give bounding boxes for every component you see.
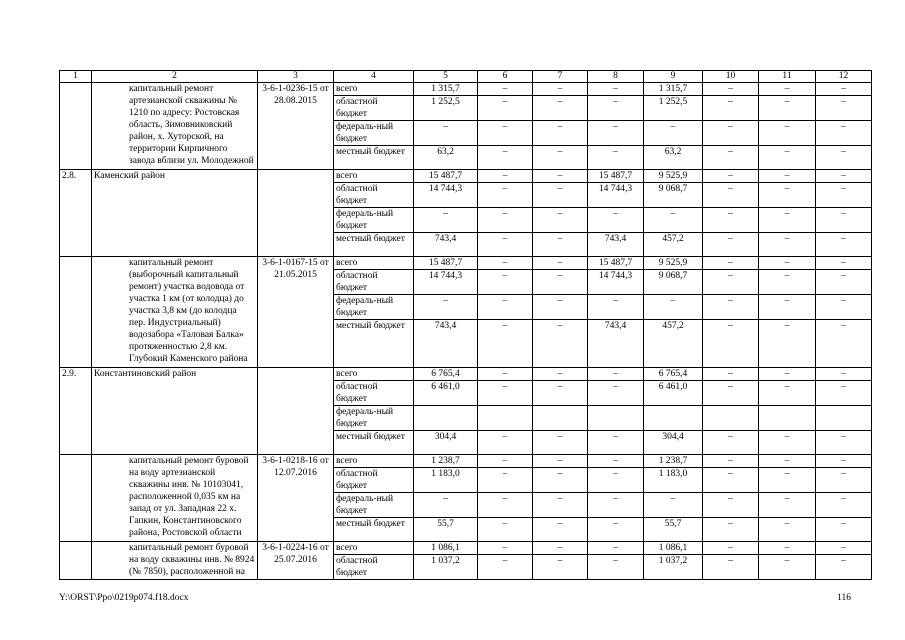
value-cell: 743,4 xyxy=(588,320,644,368)
value-cell: – xyxy=(414,121,478,146)
item-name-cell: Каменский район xyxy=(92,170,258,257)
row-number-cell xyxy=(60,455,92,542)
value-cell xyxy=(478,406,533,431)
value-cell: 14 744,3 xyxy=(414,270,478,295)
registry-code-cell xyxy=(258,368,334,455)
value-cell: 1 238,7 xyxy=(414,455,478,468)
item-name-cell: капитальный ремонт буровой на воду скважины инв. № 8924 (№ 7850), расположенной на xyxy=(92,542,258,580)
value-cell: – xyxy=(816,146,872,170)
value-cell: – xyxy=(759,320,816,368)
header-cell: 1 xyxy=(60,71,92,83)
table-body xyxy=(60,71,872,580)
value-cell: – xyxy=(816,542,872,555)
value-cell xyxy=(533,406,588,431)
value-cell: – xyxy=(703,518,759,542)
value-cell: – xyxy=(703,381,759,406)
value-cell: 1 037,2 xyxy=(644,555,703,580)
value-cell: – xyxy=(816,83,872,96)
value-cell: – xyxy=(533,183,588,208)
value-cell: – xyxy=(759,83,816,96)
value-cell: – xyxy=(816,183,872,208)
value-cell: – xyxy=(588,455,644,468)
funding-source-cell: областной бюджет xyxy=(334,270,414,295)
funding-source-cell: федераль-ный бюджет xyxy=(334,493,414,518)
value-cell: – xyxy=(588,542,644,555)
registry-code-cell: 3-6-1-0236-15 от 28.08.2015 xyxy=(258,83,334,170)
funding-source-cell: местный бюджет xyxy=(334,320,414,368)
value-cell: 63,2 xyxy=(414,146,478,170)
value-cell: – xyxy=(759,468,816,493)
value-cell: 457,2 xyxy=(644,233,703,257)
value-cell: – xyxy=(478,542,533,555)
funding-source-cell: областной бюджет xyxy=(334,555,414,580)
value-cell: 1 086,1 xyxy=(644,542,703,555)
registry-code-cell: 3-6-1-0218-16 от 12.07.2016 xyxy=(258,455,334,542)
value-cell: – xyxy=(759,270,816,295)
header-cell: 11 xyxy=(759,71,816,83)
value-cell: – xyxy=(759,208,816,233)
value-cell: – xyxy=(478,121,533,146)
table-row xyxy=(60,257,872,270)
value-cell: 9 068,7 xyxy=(644,183,703,208)
value-cell: 1 315,7 xyxy=(414,83,478,96)
value-cell: 14 744,3 xyxy=(588,270,644,295)
value-cell xyxy=(816,406,872,431)
value-cell: – xyxy=(703,555,759,580)
registry-code-cell: 3-6-1-0167-15 от 21.05.2015 xyxy=(258,257,334,368)
row-number-cell: 2.8. xyxy=(60,170,92,257)
value-cell: – xyxy=(478,270,533,295)
value-cell: 14 744,3 xyxy=(414,183,478,208)
value-cell: 743,4 xyxy=(588,233,644,257)
value-cell xyxy=(703,406,759,431)
value-cell: 15 487,7 xyxy=(414,257,478,270)
value-cell: 457,2 xyxy=(644,320,703,368)
value-cell: – xyxy=(816,455,872,468)
value-cell: – xyxy=(759,170,816,183)
value-cell: – xyxy=(759,295,816,320)
value-cell: – xyxy=(816,381,872,406)
value-cell: 1 315,7 xyxy=(644,83,703,96)
value-cell: – xyxy=(703,83,759,96)
header-cell: 9 xyxy=(644,71,703,83)
value-cell: – xyxy=(533,381,588,406)
funding-source-cell: федераль-ный бюджет xyxy=(334,295,414,320)
value-cell: – xyxy=(703,96,759,121)
value-cell: – xyxy=(759,431,816,455)
value-cell: – xyxy=(759,121,816,146)
value-cell: – xyxy=(533,257,588,270)
value-cell: – xyxy=(533,270,588,295)
funding-source-cell: всего xyxy=(334,83,414,96)
item-name-cell: Константиновский район xyxy=(92,368,258,455)
value-cell: – xyxy=(478,468,533,493)
value-cell xyxy=(644,406,703,431)
value-cell: 9 068,7 xyxy=(644,270,703,295)
value-cell: – xyxy=(533,320,588,368)
value-cell: 55,7 xyxy=(644,518,703,542)
value-cell: – xyxy=(478,146,533,170)
funding-source-cell: всего xyxy=(334,170,414,183)
table-row xyxy=(60,368,872,381)
value-cell: – xyxy=(414,493,478,518)
value-cell: 63,2 xyxy=(644,146,703,170)
value-cell: – xyxy=(703,320,759,368)
footer-file-path: Y:\ORST\Ppo\0219p074.f18.docx xyxy=(59,593,189,603)
table-row xyxy=(60,170,872,183)
funding-source-cell: всего xyxy=(334,542,414,555)
value-cell: – xyxy=(588,468,644,493)
header-cell: 8 xyxy=(588,71,644,83)
value-cell: – xyxy=(816,170,872,183)
value-cell: – xyxy=(478,555,533,580)
value-cell: – xyxy=(816,320,872,368)
value-cell: – xyxy=(533,208,588,233)
value-cell xyxy=(414,406,478,431)
value-cell: – xyxy=(644,121,703,146)
value-cell: – xyxy=(816,518,872,542)
value-cell: 743,4 xyxy=(414,320,478,368)
value-cell: 15 487,7 xyxy=(414,170,478,183)
item-name-cell: капитальный ремонт (выборочный капитальный ремонт) участка водовода от участка 1 км (от колодца) до участка 3,8 км (до колодца пер. Индустриальный) водозабора «Таловая Балка» протяженностью 2,8 км. Глубокий Каменского района xyxy=(92,257,258,368)
value-cell: – xyxy=(703,208,759,233)
value-cell: – xyxy=(533,96,588,121)
row-number-cell xyxy=(60,542,92,580)
value-cell: – xyxy=(588,555,644,580)
value-cell: 6 765,4 xyxy=(644,368,703,381)
value-cell: – xyxy=(533,295,588,320)
value-cell: – xyxy=(703,270,759,295)
value-cell: 55,7 xyxy=(414,518,478,542)
value-cell: – xyxy=(588,146,644,170)
value-cell: – xyxy=(703,542,759,555)
funding-source-cell: областной бюджет xyxy=(334,381,414,406)
value-cell: – xyxy=(816,208,872,233)
value-cell: – xyxy=(703,121,759,146)
value-cell: 6 461,0 xyxy=(414,381,478,406)
value-cell: – xyxy=(533,468,588,493)
value-cell: – xyxy=(533,518,588,542)
value-cell: – xyxy=(478,170,533,183)
funding-source-cell: федераль-ный бюджет xyxy=(334,121,414,146)
value-cell: – xyxy=(759,146,816,170)
value-cell: 6 461,0 xyxy=(644,381,703,406)
registry-code-cell: 3-6-1-0224-16 от 25.07.2016 xyxy=(258,542,334,580)
value-cell: – xyxy=(588,83,644,96)
table-row xyxy=(60,83,872,96)
header-cell: 3 xyxy=(258,71,334,83)
header-cell: 4 xyxy=(334,71,414,83)
value-cell: – xyxy=(533,493,588,518)
value-cell: 1 086,1 xyxy=(414,542,478,555)
value-cell: 1 183,0 xyxy=(414,468,478,493)
value-cell: – xyxy=(759,493,816,518)
header-cell: 2 xyxy=(92,71,258,83)
value-cell: – xyxy=(588,295,644,320)
value-cell: 14 744,3 xyxy=(588,183,644,208)
value-cell: – xyxy=(816,493,872,518)
value-cell: 6 765,4 xyxy=(414,368,478,381)
header-cell: 5 xyxy=(414,71,478,83)
value-cell: 1 252,5 xyxy=(644,96,703,121)
value-cell: – xyxy=(533,555,588,580)
value-cell: – xyxy=(478,455,533,468)
budget-table xyxy=(59,70,872,580)
funding-source-cell: местный бюджет xyxy=(334,518,414,542)
value-cell: – xyxy=(414,208,478,233)
value-cell: – xyxy=(588,518,644,542)
value-cell: 9 525,9 xyxy=(644,170,703,183)
value-cell: – xyxy=(478,96,533,121)
value-cell: – xyxy=(588,381,644,406)
value-cell: – xyxy=(703,455,759,468)
header-cell: 10 xyxy=(703,71,759,83)
value-cell: – xyxy=(478,431,533,455)
value-cell: – xyxy=(588,493,644,518)
value-cell: – xyxy=(533,542,588,555)
funding-source-cell: местный бюджет xyxy=(334,146,414,170)
value-cell: – xyxy=(478,320,533,368)
header-cell: 7 xyxy=(533,71,588,83)
value-cell: 743,4 xyxy=(414,233,478,257)
value-cell: – xyxy=(759,518,816,542)
value-cell: – xyxy=(759,233,816,257)
value-cell: – xyxy=(644,493,703,518)
value-cell: – xyxy=(644,208,703,233)
value-cell: 1 037,2 xyxy=(414,555,478,580)
table-row xyxy=(60,455,872,468)
funding-source-cell: всего xyxy=(334,368,414,381)
value-cell: – xyxy=(703,233,759,257)
value-cell: – xyxy=(478,368,533,381)
value-cell: – xyxy=(414,295,478,320)
funding-source-cell: местный бюджет xyxy=(334,431,414,455)
value-cell: – xyxy=(478,295,533,320)
item-name-cell: капитальный ремонт артезианской скважины № 1210 по адресу: Ростовская область, Зимовниковский район, х. Хуторской, на территории Кирпичного завода вблизи ул. Молодежной xyxy=(92,83,258,170)
value-cell: 15 487,7 xyxy=(588,257,644,270)
registry-code-cell xyxy=(258,170,334,257)
header-cell: 6 xyxy=(478,71,533,83)
value-cell: – xyxy=(703,431,759,455)
value-cell: – xyxy=(703,183,759,208)
value-cell: – xyxy=(759,183,816,208)
funding-source-cell: областной бюджет xyxy=(334,96,414,121)
value-cell: – xyxy=(759,555,816,580)
value-cell: – xyxy=(533,146,588,170)
value-cell: – xyxy=(703,493,759,518)
funding-source-cell: всего xyxy=(334,257,414,270)
value-cell: – xyxy=(816,555,872,580)
value-cell: – xyxy=(533,121,588,146)
value-cell: – xyxy=(759,96,816,121)
value-cell: – xyxy=(816,270,872,295)
value-cell: 9 525,9 xyxy=(644,257,703,270)
value-cell xyxy=(588,406,644,431)
value-cell: – xyxy=(703,468,759,493)
funding-source-cell: федераль-ный бюджет xyxy=(334,208,414,233)
row-number-cell xyxy=(60,257,92,368)
funding-source-cell: областной бюджет xyxy=(334,183,414,208)
value-cell: – xyxy=(816,233,872,257)
value-cell: – xyxy=(816,368,872,381)
value-cell: – xyxy=(478,83,533,96)
value-cell: – xyxy=(588,96,644,121)
item-name-cell: капитальный ремонт буровой на воду артезианской скважины инв. № 10103041, расположенной 0,035 км на запад от ул. Западная 22 х. Гапкин, Константиновского района, Ростовской области xyxy=(92,455,258,542)
value-cell: – xyxy=(588,121,644,146)
value-cell: – xyxy=(644,295,703,320)
value-cell: – xyxy=(703,257,759,270)
value-cell: – xyxy=(478,518,533,542)
value-cell: – xyxy=(533,368,588,381)
value-cell: – xyxy=(533,83,588,96)
value-cell: – xyxy=(816,257,872,270)
value-cell: 1 183,0 xyxy=(644,468,703,493)
value-cell: – xyxy=(588,431,644,455)
value-cell: 304,4 xyxy=(644,431,703,455)
value-cell: – xyxy=(478,233,533,257)
value-cell: – xyxy=(816,468,872,493)
value-cell: – xyxy=(816,96,872,121)
value-cell: – xyxy=(759,542,816,555)
value-cell: 1 238,7 xyxy=(644,455,703,468)
header-row xyxy=(60,71,872,83)
value-cell: – xyxy=(533,170,588,183)
header-cell: 12 xyxy=(816,71,872,83)
value-cell xyxy=(759,406,816,431)
value-cell: – xyxy=(588,208,644,233)
value-cell: 15 487,7 xyxy=(588,170,644,183)
value-cell: 1 252,5 xyxy=(414,96,478,121)
row-number-cell: 2.9. xyxy=(60,368,92,455)
row-number-cell xyxy=(60,83,92,170)
value-cell: – xyxy=(533,455,588,468)
value-cell: – xyxy=(478,183,533,208)
funding-source-cell: всего xyxy=(334,455,414,468)
value-cell: – xyxy=(759,257,816,270)
value-cell: – xyxy=(478,208,533,233)
value-cell: – xyxy=(703,170,759,183)
value-cell: – xyxy=(816,121,872,146)
value-cell: – xyxy=(478,381,533,406)
value-cell: – xyxy=(533,431,588,455)
value-cell: – xyxy=(703,146,759,170)
value-cell: – xyxy=(478,257,533,270)
funding-source-cell: федераль-ный бюджет xyxy=(334,406,414,431)
value-cell: – xyxy=(759,381,816,406)
table-row xyxy=(60,542,872,555)
funding-source-cell: областной бюджет xyxy=(334,468,414,493)
value-cell: – xyxy=(759,455,816,468)
value-cell: – xyxy=(533,233,588,257)
value-cell: – xyxy=(478,493,533,518)
value-cell: – xyxy=(588,368,644,381)
value-cell: – xyxy=(816,431,872,455)
funding-source-cell: местный бюджет xyxy=(334,233,414,257)
footer-page-number: 116 xyxy=(837,593,851,603)
value-cell: – xyxy=(703,295,759,320)
value-cell: – xyxy=(759,368,816,381)
value-cell: 304,4 xyxy=(414,431,478,455)
value-cell: – xyxy=(703,368,759,381)
value-cell: – xyxy=(816,295,872,320)
